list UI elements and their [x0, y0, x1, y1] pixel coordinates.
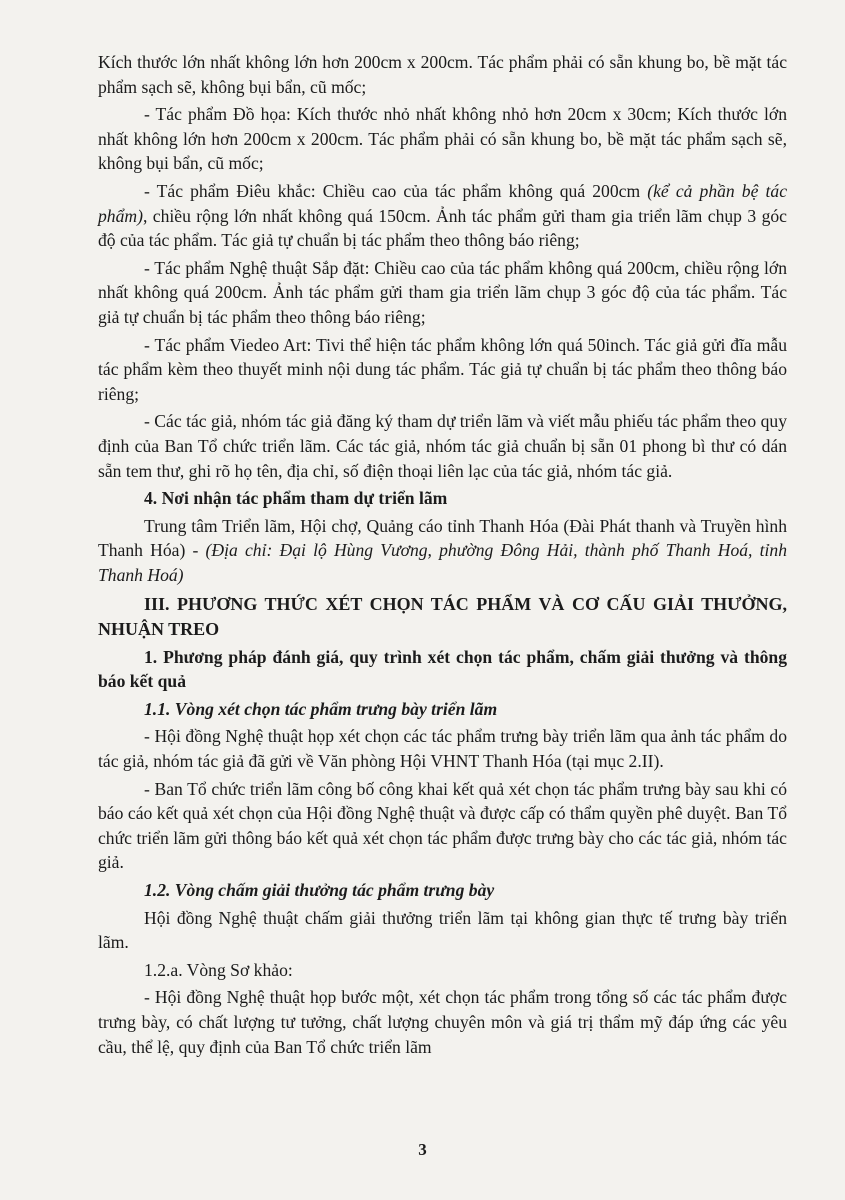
paragraph-preliminary-step: - Hội đồng Nghệ thuật họp bước một, xét chọn tác phẩm trong tổng số các tác phẩm được trưng bày, có chất lượng tư tưởng, chất lượng chuyên môn và giá trị thẩm mỹ đáp ứng các yêu cầu, thể lệ, quy định của Ban Tổ chức triển lãm [98, 987, 787, 1057]
heading-preliminary-round: 1.2.a. Vòng Sơ khảo: [144, 959, 293, 980]
heading-selection-round: 1.1. Vòng xét chọn tác phẩm trưng bày triển lãm [144, 698, 498, 719]
paragraph-award-judging: Hội đồng Nghệ thuật chấm giải thưởng triển lãm tại không gian thực tế trưng bày triển lãm. [98, 907, 787, 953]
paragraph-sculpture-works [98, 179, 787, 253]
sculpture-text-italic: (kể cả phần bệ tác phẩm) [98, 180, 787, 226]
paragraph-video-art-works: - Tác phẩm Viedeo Art: Tivi thể hiện tác phẩm không lớn quá 50inch. Tác giả gửi đĩa mẫu tác phẩm kèm theo thuyết minh nội dung tác phẩm. Tác giả tự chuẩn bị tác phẩm theo thông báo riêng; [98, 334, 787, 404]
address-text: Trung tâm Triển lãm, Hội chợ, Quảng cáo tỉnh Thanh Hóa (Đài Phát thanh và Truyền hình Thanh Hóa) - [98, 515, 787, 561]
heading-submission-place: 4. Nơi nhận tác phẩm tham dự triển lãm [144, 488, 448, 509]
page-number: 3 [418, 1140, 427, 1159]
section-title-iii: III. PHƯƠNG THỨC XÉT CHỌN TÁC PHẨM VÀ CƠ CẤU GIẢI THƯỞNG, NHUẬN TREO [98, 594, 787, 640]
paragraph-council-selection: - Hội đồng Nghệ thuật họp xét chọn các tác phẩm trưng bày triển lãm qua ảnh tác phẩm do tác giả, nhóm tác giả đã gửi về Văn phòng Hội VHNT Thanh Hóa (tại mục 2.II). [98, 726, 787, 772]
paragraph-results-announcement: - Ban Tổ chức triển lãm công bố công khai kết quả xét chọn tác phẩm trưng bày sau khi có báo cáo kết quả xét chọn của Hội đồng Nghệ thuật và được cấp có thẩm quyền phê duyệt. Ban Tổ chức triển lãm gửi thông báo kết quả xét chọn tác phẩm được trưng bày cho các tác giả, nhóm tác giả. [98, 778, 787, 873]
heading-evaluation-method: 1. Phương pháp đánh giá, quy trình xét chọn tác phẩm, chấm giải thưởng và thông báo kết quả [98, 646, 787, 692]
paragraph-installation-works: - Tác phẩm Nghệ thuật Sắp đặt: Chiều cao của tác phẩm không quá 200cm, chiều rộng lớn nhất không quá 200cm. Ảnh tác phẩm gửi tham gia triển lãm chụp 3 góc độ của tác phẩm. Tác giả tự chuẩn bị tác phẩm theo thông báo riêng; [98, 257, 787, 327]
paragraph-submission-address [98, 514, 787, 588]
sculpture-text-c: , chiều rộng lớn nhất không quá 150cm. Ảnh tác phẩm gửi tham gia triển lãm chụp 3 góc độ của tác phẩm. Tác giả tự chuẩn bị tác phẩm theo thông báo riêng; [98, 205, 787, 251]
paragraph-size-limit: Kích thước lớn nhất không lớn hơn 200cm x 200cm. Tác phẩm phải có sẵn khung bo, bề mặt tác phẩm sạch sẽ, không bụi bẩn, cũ mốc; [98, 52, 787, 97]
heading-award-round: 1.2. Vòng chấm giải thưởng tác phẩm trưng bày [144, 880, 495, 900]
address-italic: (Địa chỉ: Đại lộ Hùng Vương, phường Đông Hải, thành phố Thanh Hoá, tỉnh Thanh Hoá) [98, 540, 787, 585]
paragraph-author-registration: - Các tác giả, nhóm tác giả đăng ký tham dự triển lãm và viết mẫu phiếu tác phẩm theo quy định của Ban Tổ chức triển lãm. Các tác giả, nhóm tác giả chuẩn bị sẵn 01 phong bì thư có dán sẵn tem thư, ghi rõ họ tên, địa chỉ, số điện thoại liên lạc của tác giả, nhóm tác giả. [98, 411, 787, 481]
sculpture-text-a: - Tác phẩm Điêu khắc: Chiều cao của tác phẩm không quá 200cm [144, 180, 648, 201]
paragraph-graphic-works: - Tác phẩm Đồ họa: Kích thước nhỏ nhất không nhỏ hơn 20cm x 30cm; Kích thước lớn nhất không lớn hơn 200cm x 200cm. Tác phẩm phải có sẵn khung bo, bề mặt tác phẩm sạch sẽ, không bụi bẩn, cũ mốc; [98, 104, 787, 174]
